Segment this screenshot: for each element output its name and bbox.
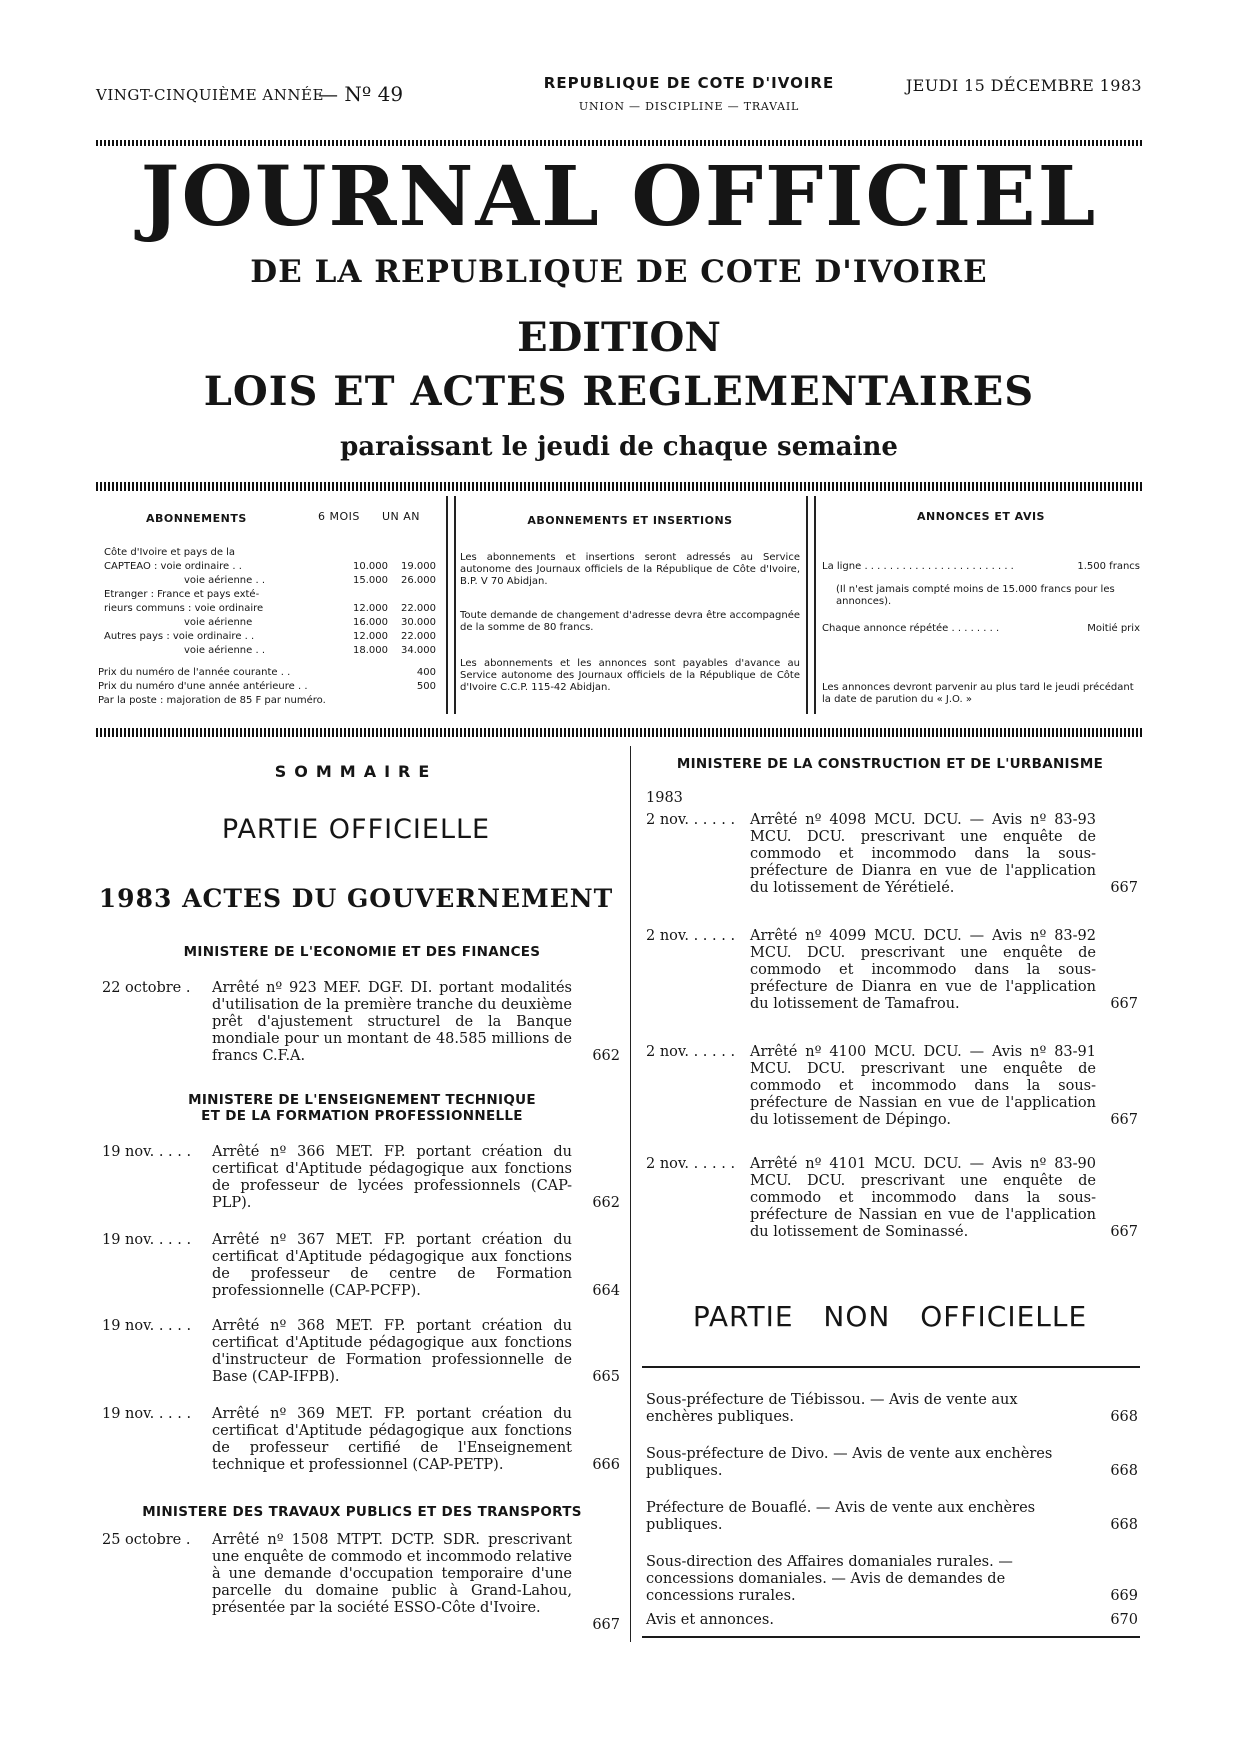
subscription-label: Autres pays : voie ordinaire . . [104, 631, 255, 642]
country-name: REPUBLIQUE DE COTE D'IVOIRE [543, 74, 835, 92]
edition-year: VINGT-CINQUIÈME ANNÉE [96, 86, 324, 104]
subscription-6-month-price: 16.000 [353, 617, 388, 628]
sommaire-title: SOMMAIRE [274, 762, 438, 781]
toc-entry[interactable] [102, 1406, 622, 1474]
annonces-minimum-note: (Il n'est jamais compté moins de 15.000 francs pour les annonces). [836, 584, 1115, 607]
entry-date: 19 nov. . . . . [102, 1144, 192, 1160]
entry-page-number: 666 [592, 1457, 620, 1473]
abonnements-insertions-p1: Les abonnements et insertions seront adressés au Service autonome des Journaux officiels de la République de Côte d'Ivoire, B.P. V 70 Abidjan. [460, 552, 800, 587]
box-divider-1 [446, 496, 456, 714]
entry-text: Arrêté nº 1508 MTPT. DCTP. SDR. prescrivant une enquête de commodo et incommodo relative à une demande d'occupation temporaire d'une parcelle du domaine public à Grand-Lahou, présentée par la société ESSO-Côte d'Ivoire. [212, 1532, 572, 1616]
box-divider-2 [806, 496, 816, 714]
price-label: Prix du numéro de l'année courante . . [98, 667, 291, 678]
entry-page-number: 667 [1110, 1112, 1138, 1128]
toc-entry[interactable] [646, 1446, 1140, 1480]
entry-text: Arrêté nº 367 MET. FP. portant création du certificat d'Aptitude pédagogique aux fonctions de professeur de centre de Formation professionnelle (CAP-PCFP). [212, 1232, 572, 1299]
entry-text: Avis et annonces. [646, 1612, 774, 1628]
toc-entry[interactable] [102, 1318, 622, 1386]
entry-page-number: 669 [1110, 1588, 1138, 1604]
price-line [98, 680, 436, 694]
annonces-deadline: Les annonces devront parvenir au plus tard le jeudi précédant la date de parution du « J.O. » [822, 682, 1134, 705]
toc-entry[interactable] [646, 1554, 1140, 1605]
entry-text: Sous-préfecture de Tiébissou. — Avis de vente aux enchères publiques. [646, 1392, 1018, 1425]
entry-page-number: 667 [1110, 1224, 1138, 1240]
partie-officielle-heading: PARTIE OFFICIELLE [221, 814, 491, 845]
ministry-heading: MINISTERE DES TRAVAUX PUBLICS ET DES TRANSPORTS [142, 1504, 582, 1520]
subscriptions-col-1-year: UN AN [382, 510, 421, 523]
annonces-line-label: La ligne . . . . . . . . . . . . . . . . . . . . . . . . [822, 561, 1014, 572]
entry-text: Arrêté nº 369 MET. FP. portant création du certificat d'Aptitude pédagogique aux fonctions de professeur certifié de l'Enseignement technique et professionnel (CAP-PETP). [212, 1406, 572, 1473]
entry-page-number: 662 [592, 1048, 620, 1064]
toc-entry[interactable] [102, 1144, 622, 1212]
partie-non-officielle-heading: PARTIE NON OFFICIELLE [692, 1300, 1088, 1333]
entry-text: Arrêté nº 4099 MCU. DCU. — Avis nº 83-92 MCU. DCU. prescrivant une enquête de commodo et incommodo dans la sous-préfecture de Dianra en vue de l'application du lotissement de Tamafrou. [750, 928, 1096, 1012]
annonces-line-rate [822, 560, 1140, 574]
ministry-heading: MINISTERE DE L'ENSEIGNEMENT TECHNIQUE [188, 1092, 536, 1108]
entry-text: Sous-préfecture de Divo. — Avis de vente aux enchères publiques. [646, 1446, 1053, 1479]
price-value: 400 [416, 667, 436, 678]
subscription-6-month-price: 15.000 [353, 575, 388, 586]
issue-date: JEUDI 15 DÉCEMBRE 1983 [905, 76, 1142, 95]
column-divider [630, 746, 631, 1642]
subscription-label: voie aérienne [184, 617, 253, 628]
price-label: Prix du numéro d'une année antérieure . . [98, 681, 308, 692]
annonces-heading: ANNONCES ET AVIS [917, 510, 1045, 523]
subscription-1-year-price: 30.000 [401, 617, 436, 628]
subscription-row [98, 602, 436, 616]
subscription-label-line: Côte d'Ivoire et pays de la [104, 547, 236, 558]
subscriptions-table [98, 546, 436, 708]
subscription-1-year-price: 26.000 [401, 575, 436, 586]
entry-date: 22 octobre . [102, 980, 191, 996]
subscription-row [98, 560, 436, 574]
subscription-label: rieurs communs : voie ordinaire [104, 603, 264, 614]
entry-date: 2 nov. . . . . . [646, 928, 736, 944]
non-officielle-underline [642, 1366, 1140, 1368]
toc-entry[interactable] [646, 1044, 1140, 1129]
toc-entry[interactable] [102, 1232, 622, 1300]
national-motto: UNION — DISCIPLINE — TRAVAIL [578, 100, 800, 113]
price-label: Par la poste : majoration de 85 F par numéro. [98, 695, 326, 706]
annonces-line-value: 1.500 francs [1077, 561, 1140, 572]
entry-text: Arrêté nº 923 MEF. DGF. DI. portant modalités d'utilisation de la première tranche du deuxième prêt d'ajustement structurel de la Banque mondiale pour un montant de 48.585 millions de francs C.F.A. [212, 980, 572, 1064]
abonnements-insertions-p2: Toute demande de changement d'adresse devra être accompagnée de la somme de 80 francs. [460, 610, 800, 633]
subscription-label-line: Etranger : France et pays exté- [104, 589, 260, 600]
entry-text: Arrêté nº 4101 MCU. DCU. — Avis nº 83-90 MCU. DCU. prescrivant une enquête de commodo et incommodo dans la sous-préfecture de Nassian en vue de l'application du lotissement de Sominassé. [750, 1156, 1096, 1240]
entry-date: 2 nov. . . . . . [646, 812, 736, 828]
entry-page-number: 670 [1110, 1612, 1138, 1628]
entry-page-number: 668 [1110, 1409, 1138, 1425]
ministry-heading: ET DE LA FORMATION PROFESSIONNELLE [201, 1108, 523, 1124]
toc-entry[interactable] [646, 928, 1140, 1013]
journal-subtitle: DE LA REPUBLIQUE DE COTE D'IVOIRE [250, 254, 988, 290]
price-line [98, 694, 436, 708]
annonces-repeat-value: Moitié prix [1087, 623, 1140, 634]
header-rule [96, 482, 1142, 491]
toc-entry[interactable] [102, 1532, 622, 1634]
subscription-row [98, 644, 436, 658]
publication-frequency: paraissant le jeudi de chaque semaine [340, 432, 898, 462]
subscription-row [98, 574, 436, 588]
entry-text: Préfecture de Bouaflé. — Avis de vente aux enchères publiques. [646, 1500, 1036, 1533]
entry-page-number: 665 [592, 1369, 620, 1385]
subscriptions-heading: ABONNEMENTS [146, 512, 247, 525]
subscription-label: voie aérienne . . [184, 575, 266, 586]
price-line [98, 666, 436, 680]
subscription-1-year-price: 19.000 [401, 561, 436, 572]
subscription-6-month-price: 10.000 [353, 561, 388, 572]
subscription-1-year-price: 22.000 [401, 631, 436, 642]
entry-page-number: 668 [1110, 1463, 1138, 1479]
toc-entry[interactable] [102, 980, 622, 1065]
subscription-6-month-price: 18.000 [353, 645, 388, 656]
entry-page-number: 667 [1110, 880, 1138, 896]
subscription-row [98, 630, 436, 644]
annonces-repeat-rate [822, 622, 1140, 636]
price-value: 500 [416, 681, 436, 692]
entry-date: 19 nov. . . . . [102, 1406, 192, 1422]
entry-page-number: 668 [1110, 1517, 1138, 1533]
abonnements-insertions-p3: Les abonnements et les annonces sont payables d'avance au Service autonome des Journaux officiels de la République de Côte d'Ivoire C.C.P. 115-42 Abidjan. [460, 658, 800, 693]
subscription-6-month-price: 12.000 [353, 603, 388, 614]
entry-date: 2 nov. . . . . . [646, 1156, 736, 1172]
actes-gouvernement-heading: 1983 ACTES DU GOUVERNEMENT [98, 884, 614, 913]
toc-entry[interactable] [646, 1392, 1140, 1426]
subscription-row [98, 616, 436, 630]
subscription-label: CAPTEAO : voie ordinaire . . [104, 561, 242, 572]
edition-label: EDITION [517, 314, 721, 361]
entry-text: Arrêté nº 368 MET. FP. portant création du certificat d'Aptitude pédagogique aux fonctions d'instructeur de Formation professionnelle de Base (CAP-IFPB). [212, 1318, 572, 1385]
entry-page-number: 667 [1110, 996, 1138, 1012]
toc-entry[interactable] [646, 812, 1140, 897]
toc-entry[interactable] [646, 1612, 1140, 1629]
edition-type: LOIS ET ACTES REGLEMENTAIRES [203, 368, 1035, 415]
subscription-6-month-price: 12.000 [353, 631, 388, 642]
toc-entry[interactable] [646, 1156, 1140, 1241]
box-bottom-rule [96, 728, 1142, 737]
entry-date: 25 octobre . [102, 1532, 191, 1548]
entry-page-number: 662 [592, 1195, 620, 1211]
entry-date: 19 nov. . . . . [102, 1232, 192, 1248]
ministry-construction-urbanisme: MINISTERE DE LA CONSTRUCTION ET DE L'URBANISME [676, 756, 1104, 772]
annonces-repeat-label: Chaque annonce répétée . . . . . . . . [822, 623, 1000, 634]
journal-title: JOURNAL OFFICIEL [140, 149, 1098, 245]
right-year: 1983 [646, 790, 683, 806]
ministry-heading: MINISTERE DE L'ECONOMIE ET DES FINANCES [183, 944, 541, 960]
subscriptions-col-6-months: 6 MOIS [318, 510, 360, 523]
entry-page-number: 667 [592, 1617, 620, 1633]
entry-text: Arrêté nº 4098 MCU. DCU. — Avis nº 83-93 MCU. DCU. prescrivant une enquête de commodo et incommodo dans la sous-préfecture de Dianra en vue de l'application du lotissement de Yérétielé. [750, 812, 1096, 896]
subscription-1-year-price: 22.000 [401, 603, 436, 614]
issue-number: — Nº 49 [318, 82, 404, 106]
subscription-label: voie aérienne . . [184, 645, 266, 656]
subscription-1-year-price: 34.000 [401, 645, 436, 656]
entry-text: Arrêté nº 4100 MCU. DCU. — Avis nº 83-91 MCU. DCU. prescrivant une enquête de commodo et incommodo dans la sous-préfecture de Nassian en vue de l'application du lotissement de Dépingo. [750, 1044, 1096, 1128]
entry-date: 19 nov. . . . . [102, 1318, 192, 1334]
entry-page-number: 664 [592, 1283, 620, 1299]
abonnements-insertions-heading: ABONNEMENTS ET INSERTIONS [527, 514, 733, 527]
entry-text: Arrêté nº 366 MET. FP. portant création du certificat d'Aptitude pédagogique aux fonctions de professeur de lycées professionnels (CAP-PLP). [212, 1144, 572, 1211]
entry-text: Sous-direction des Affaires domaniales rurales. — concessions domaniales. — Avis de demandes de concessions rurales. [646, 1554, 1013, 1604]
toc-entry[interactable] [646, 1500, 1140, 1534]
entry-date: 2 nov. . . . . . [646, 1044, 736, 1060]
non-officielle-bottom-rule [642, 1636, 1140, 1638]
